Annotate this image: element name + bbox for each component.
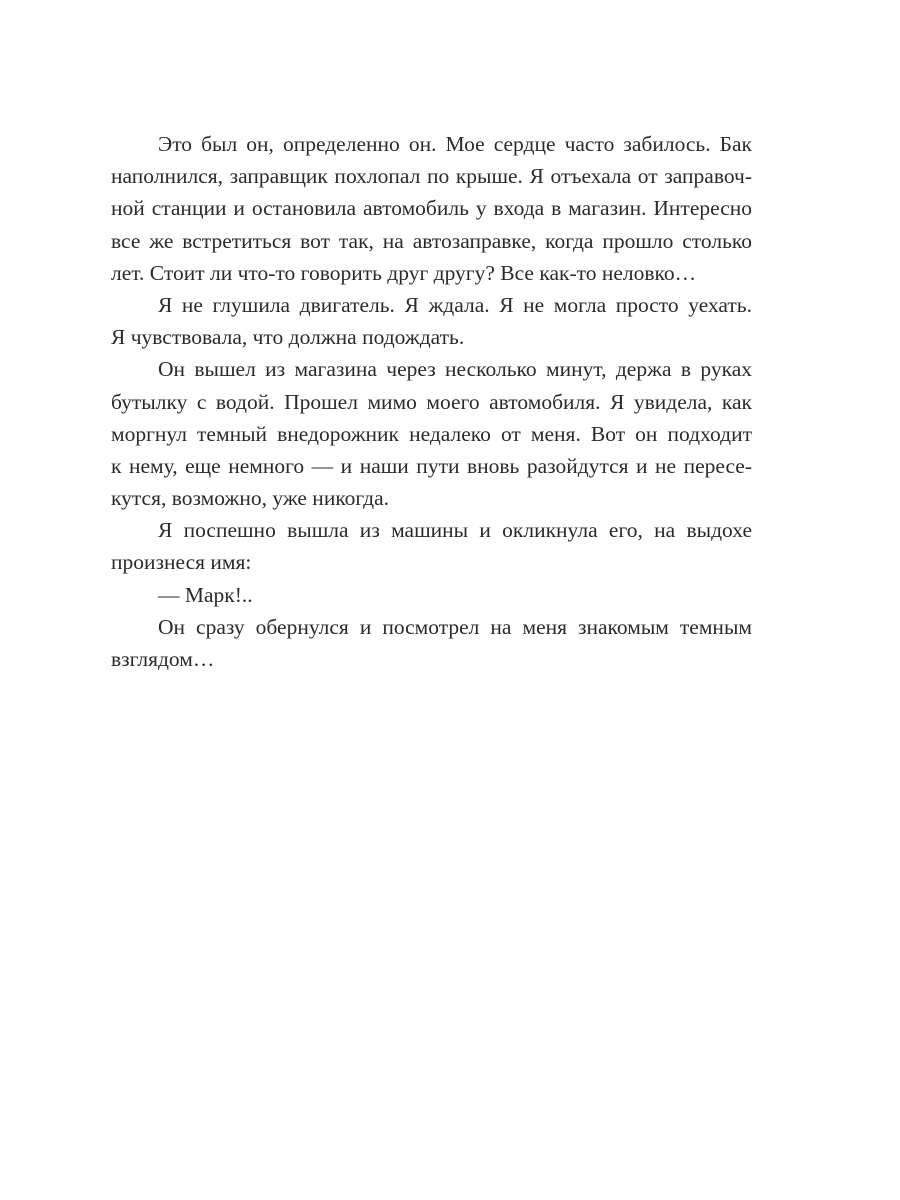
paragraph-2 <box>111 289 752 353</box>
text-line: взглядом… <box>111 647 215 671</box>
paragraph-1 <box>111 128 752 289</box>
text-line: Я поспешно вышла из машины и окликнула его, на выдохе <box>158 518 752 543</box>
text-line: лет. Стоит ли что-то говорить друг другу? Все как-то неловко… <box>111 260 697 285</box>
text-line: Это был он, определенно он. Мое сердце часто забилось. Бак <box>158 132 752 156</box>
text-line: ной станции и остановила автомобиль у входа в магазин. Интересно <box>111 196 752 221</box>
text-line: Я не глушила двигатель. Я ждала. Я не могла просто уехать. <box>158 292 752 317</box>
text-line: к нему, еще немного — и наши пути вновь разойдутся и не пересе- <box>111 453 752 478</box>
book-page-text <box>111 128 752 675</box>
text-line: Он сразу обернулся и посмотрел на меня знакомым темным <box>158 614 752 639</box>
text-line: моргнул темный внедорожник недалеко от меня. Вот он подходит <box>111 421 752 446</box>
text-line: — Марк!.. <box>158 582 253 607</box>
paragraph-6 <box>111 611 752 675</box>
text-line: Я чувствовала, что должна подождать. <box>111 325 465 350</box>
text-line: наполнился, заправщик похлопал по крыше. Я отъехала от заправоч- <box>111 164 752 189</box>
text-line: бутылку с водой. Прошел мимо моего автомобиля. Я увидела, как <box>111 389 752 414</box>
paragraph-dialogue <box>111 579 752 611</box>
text-line: Он вышел из магазина через несколько минут, держа в руках <box>158 357 752 382</box>
paragraph-3 <box>111 353 752 514</box>
text-line: кутся, возможно, уже никогда. <box>111 486 390 511</box>
text-line: все же встретиться вот так, на автозаправке, когда прошло столько <box>111 228 752 253</box>
text-line: произнеся имя: <box>111 550 252 575</box>
paragraph-4 <box>111 514 752 578</box>
